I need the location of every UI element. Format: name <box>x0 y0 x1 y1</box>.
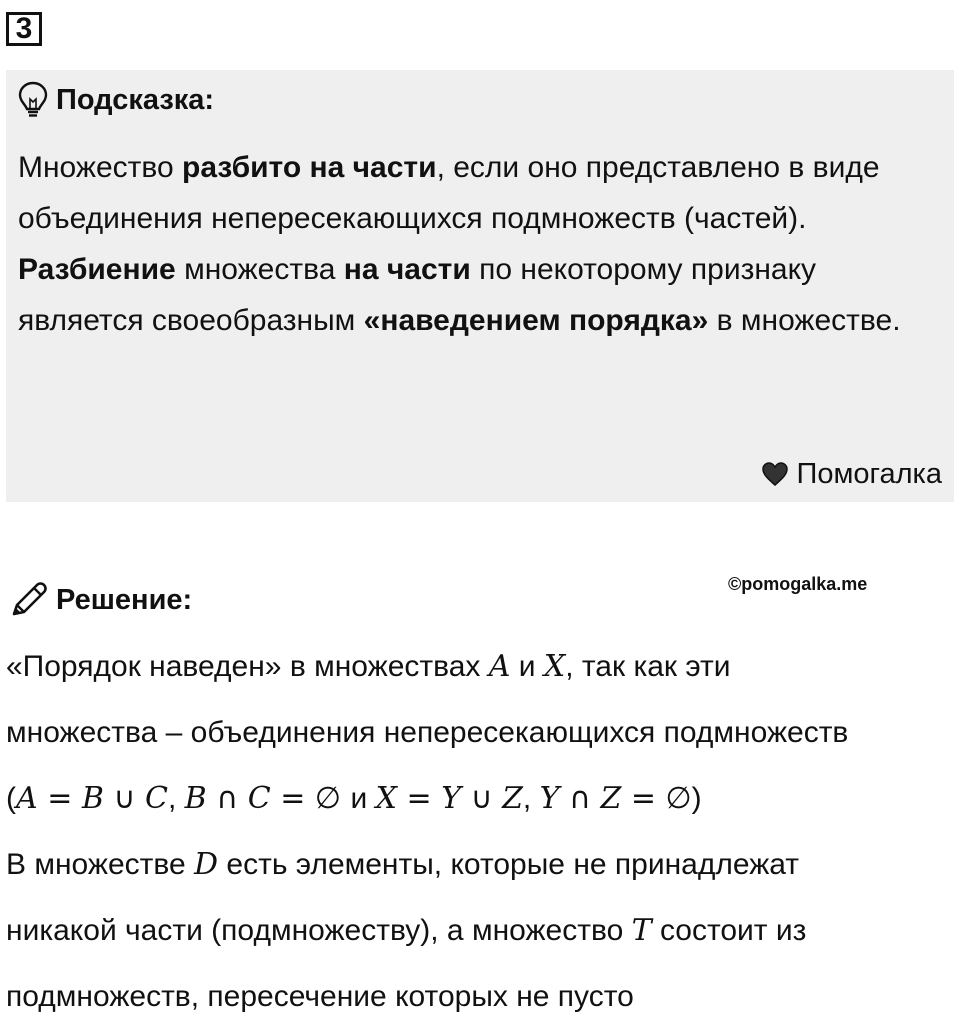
hint-header <box>18 80 214 120</box>
solution-line-1: «Порядок наведен» в множествах A и X, так как эти <box>6 649 731 684</box>
hint-paragraph-2: Разбиение множества на части по некоторому признаку является своеобразным «наведением порядка» в множестве. <box>18 253 901 337</box>
solution-line-5: никакой части (подмножеству), а множество T состоит из <box>6 913 807 948</box>
heart-icon <box>761 461 789 487</box>
hint-paragraph-1: Множество разбито на части, если оно представлено в виде объединения непересекающихся подмножеств (частей). <box>18 151 880 235</box>
solution-line-4: В множестве D есть элементы, которые не принадлежат <box>6 847 800 882</box>
solution-line-2: множества – объединения непересекающихся подмножеств <box>6 716 849 749</box>
lightbulb-icon <box>18 81 48 119</box>
watermark: ©pomogalka.me <box>728 574 868 594</box>
solution-line-3: (A = B ∪ C, B ∩ C = ∅ и X = Y ∪ Z, Y ∩ Z = ∅) <box>6 781 702 816</box>
pencil-icon <box>8 580 48 620</box>
solution-header <box>8 580 192 620</box>
brand-signature <box>761 454 942 494</box>
hint-body <box>18 142 938 346</box>
task-number: 3 <box>6 12 42 46</box>
brand-label: Помогалка <box>796 457 942 490</box>
hint-box <box>6 70 954 502</box>
solution-title: Решение: <box>56 583 193 616</box>
solution-body <box>6 640 956 1036</box>
hint-title: Подсказка: <box>56 83 215 116</box>
solution-line-6: подмножеств, пересечение которых не пусто <box>6 980 634 1013</box>
